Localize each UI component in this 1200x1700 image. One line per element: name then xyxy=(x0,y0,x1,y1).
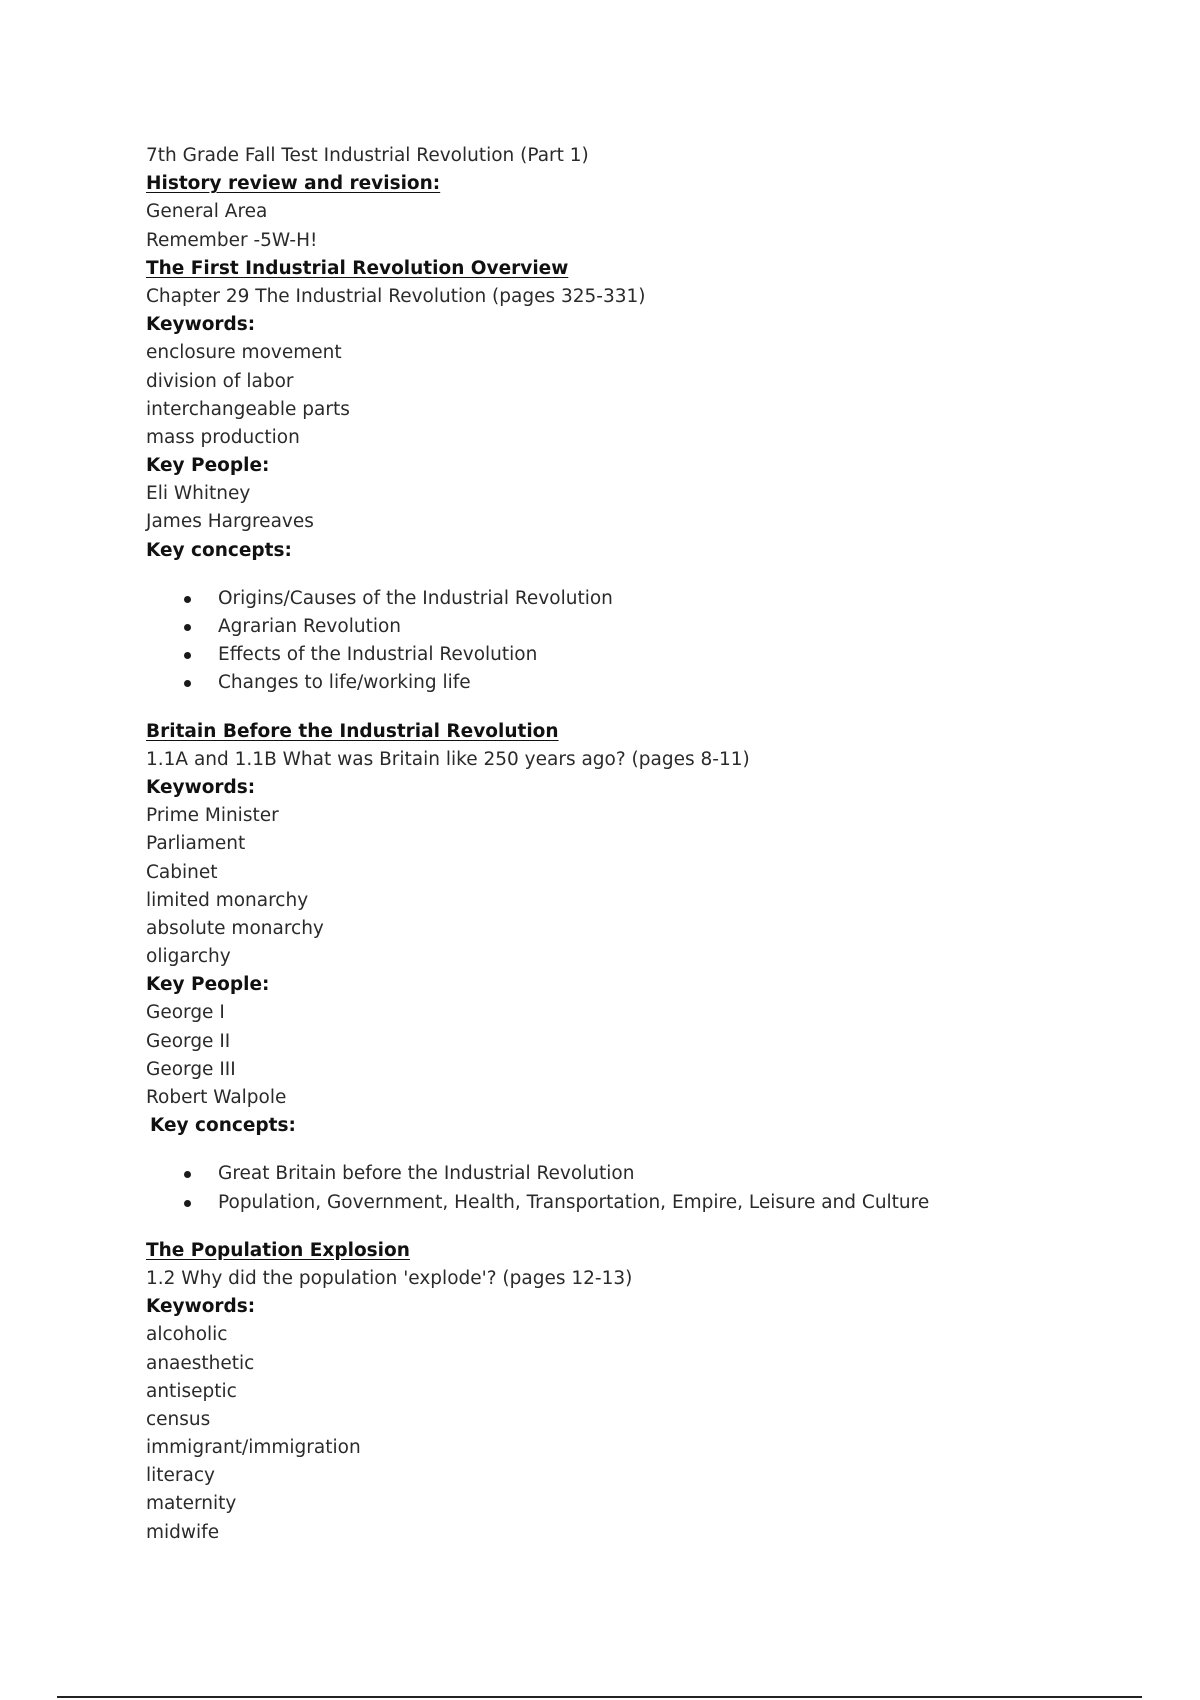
section-industrial-revolution-overview xyxy=(146,255,1146,698)
keyword-item: literacy xyxy=(146,1465,215,1487)
section-subtitle: Chapter 29 The Industrial Revolution (pages 325-331) xyxy=(146,285,646,307)
bullet-icon xyxy=(184,652,191,659)
bullet-icon xyxy=(184,624,191,631)
key-concepts-label: Key concepts: xyxy=(146,539,292,561)
bullet-icon xyxy=(184,1171,191,1178)
section-heading: The Population Explosion xyxy=(146,1239,410,1261)
person-item: Robert Walpole xyxy=(146,1087,287,1108)
key-people-label: Key People: xyxy=(146,974,270,996)
concept-item xyxy=(184,669,1146,697)
keyword-item: maternity xyxy=(146,1493,237,1515)
intro-line: Remember -5W-H! xyxy=(146,229,318,251)
intro-heading: History review and revision: xyxy=(146,173,441,195)
footer-divider xyxy=(57,1696,1142,1698)
section-heading: Britain Before the Industrial Revolution xyxy=(146,720,559,742)
keyword-item: immigrant/immigration xyxy=(146,1437,361,1459)
section-subtitle: 1.2 Why did the population 'explode'? (pages 12-13) xyxy=(146,1267,633,1289)
keyword-item: interchangeable parts xyxy=(146,398,350,420)
keyword-item: Cabinet xyxy=(146,861,218,883)
keyword-item: limited monarchy xyxy=(146,889,309,911)
person-item: Eli Whitney xyxy=(146,483,251,505)
concept-text: Changes to life/working life xyxy=(218,672,471,694)
concepts-list xyxy=(146,1160,1146,1216)
concept-item xyxy=(184,641,1146,669)
keyword-item: oligarchy xyxy=(146,946,231,968)
concepts-list xyxy=(146,585,1146,698)
keywords-label: Keywords: xyxy=(146,776,256,798)
document-title: 7th Grade Fall Test Industrial Revolution (Part 1) xyxy=(146,145,589,166)
section-britain-before-industrial-revolution xyxy=(146,718,1146,1217)
keyword-item: Parliament xyxy=(146,833,246,855)
section-subtitle: 1.1A and 1.1B What was Britain like 250 years ago? (pages 8-11) xyxy=(146,748,750,770)
key-concepts-label: Key concepts: xyxy=(150,1115,296,1137)
concept-text: Agrarian Revolution xyxy=(218,616,402,637)
keyword-item: mass production xyxy=(146,426,300,448)
concept-item xyxy=(184,1189,1146,1217)
person-item: George III xyxy=(146,1058,236,1080)
keyword-item: Prime Minister xyxy=(146,805,279,827)
concept-text: Origins/Causes of the Industrial Revolution xyxy=(218,587,613,609)
concept-item xyxy=(184,1160,1146,1188)
keyword-item: census xyxy=(146,1408,211,1430)
keyword-item: alcoholic xyxy=(146,1324,228,1346)
keywords-label: Keywords: xyxy=(146,314,256,336)
concept-item xyxy=(184,613,1146,641)
section-heading: The First Industrial Revolution Overview xyxy=(146,257,569,279)
keyword-item: enclosure movement xyxy=(146,342,342,364)
person-item: George II xyxy=(146,1030,231,1052)
concept-text: Effects of the Industrial Revolution xyxy=(218,644,538,666)
keyword-item: midwife xyxy=(146,1521,220,1543)
bullet-icon xyxy=(184,596,191,603)
person-item: George I xyxy=(146,1002,225,1024)
bullet-icon xyxy=(184,1200,191,1207)
keywords-label: Keywords: xyxy=(146,1296,256,1318)
keyword-item: anaesthetic xyxy=(146,1352,255,1374)
concept-item xyxy=(184,585,1146,613)
concept-text: Great Britain before the Industrial Revolution xyxy=(218,1163,635,1185)
keyword-item: antiseptic xyxy=(146,1380,237,1402)
document-page xyxy=(146,142,1146,1547)
keyword-item: division of labor xyxy=(146,370,294,392)
keyword-item: absolute monarchy xyxy=(146,917,324,939)
intro-line: General Area xyxy=(146,201,268,223)
key-people-label: Key People: xyxy=(146,455,270,477)
person-item: James Hargreaves xyxy=(146,511,314,533)
section-population-explosion xyxy=(146,1237,1146,1547)
bullet-icon xyxy=(184,680,191,687)
concept-text: Population, Government, Health, Transportation, Empire, Leisure and Culture xyxy=(218,1191,930,1213)
